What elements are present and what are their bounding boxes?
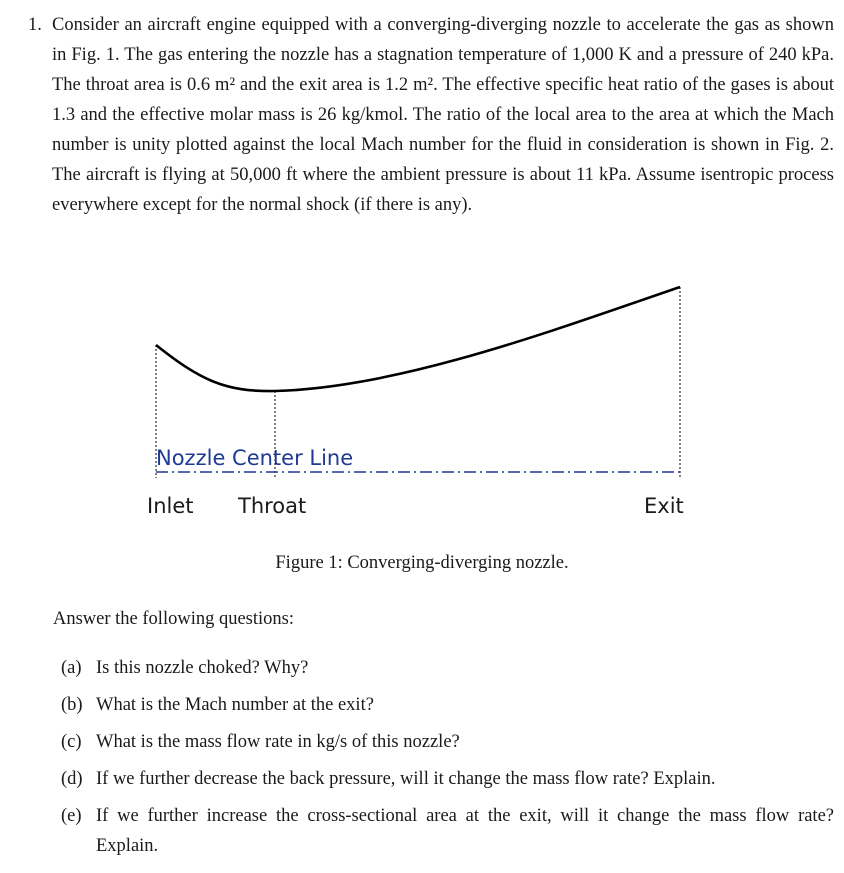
question-text: If we further decrease the back pressure, will it change the mass flow rate? Explain. <box>96 769 716 789</box>
centerline-label: Nozzle Center Line <box>156 446 354 470</box>
exit-label: Exit <box>644 494 684 518</box>
figure-caption: Figure 1: Converging-diverging nozzle. <box>275 553 569 573</box>
questions-prompt: Answer the following questions: <box>53 609 294 629</box>
throat-label: Throat <box>238 494 307 518</box>
inlet-label: Inlet <box>147 494 194 518</box>
nozzle-wall-contour <box>156 287 680 391</box>
question-text: If we further increase the cross-sectional area at the exit, will it change the mass flow rate? Explain. <box>96 806 834 856</box>
question-item-c <box>61 727 834 757</box>
question-item-e <box>61 801 834 861</box>
question-item-b <box>61 690 834 720</box>
question-text: What is the mass flow rate in kg/s of this nozzle? <box>96 732 460 752</box>
question-item-d <box>61 764 834 794</box>
question-tag: (b) <box>61 695 83 715</box>
question-tag: (c) <box>61 732 82 752</box>
problem-number: 1. <box>28 15 42 35</box>
question-list <box>61 653 834 868</box>
question-tag: (d) <box>61 769 83 789</box>
nozzle-figure <box>0 270 844 540</box>
nozzle-diagram <box>0 270 844 540</box>
problem-text: Consider an aircraft engine equipped with a converging-diverging nozzle to accelerate the gas as shown in Fig. 1. The gas entering the nozzle has a stagnation temperature of 1,000 K and a pressure of 240 kPa. The throat area is 0.6 m² and the exit area is 1.2 m². The effective specific heat ratio of the gases is about 1.3 and the effective molar mass is 26 kg/kmol. The ratio of the local area to the area at which the Mach number is unity plotted against the local Mach number for the fluid in consideration is shown in Fig. 2. The aircraft is flying at 50,000 ft where the ambient pressure is about 11 kPa. Assume isentropic process everywhere except for the normal shock (if there is any). <box>52 15 834 215</box>
question-text: Is this nozzle choked? Why? <box>96 658 309 678</box>
question-tag: (a) <box>61 658 82 678</box>
question-tag: (e) <box>61 806 82 826</box>
problem-statement <box>28 10 834 220</box>
question-text: What is the Mach number at the exit? <box>96 695 374 715</box>
question-item-a <box>61 653 834 683</box>
